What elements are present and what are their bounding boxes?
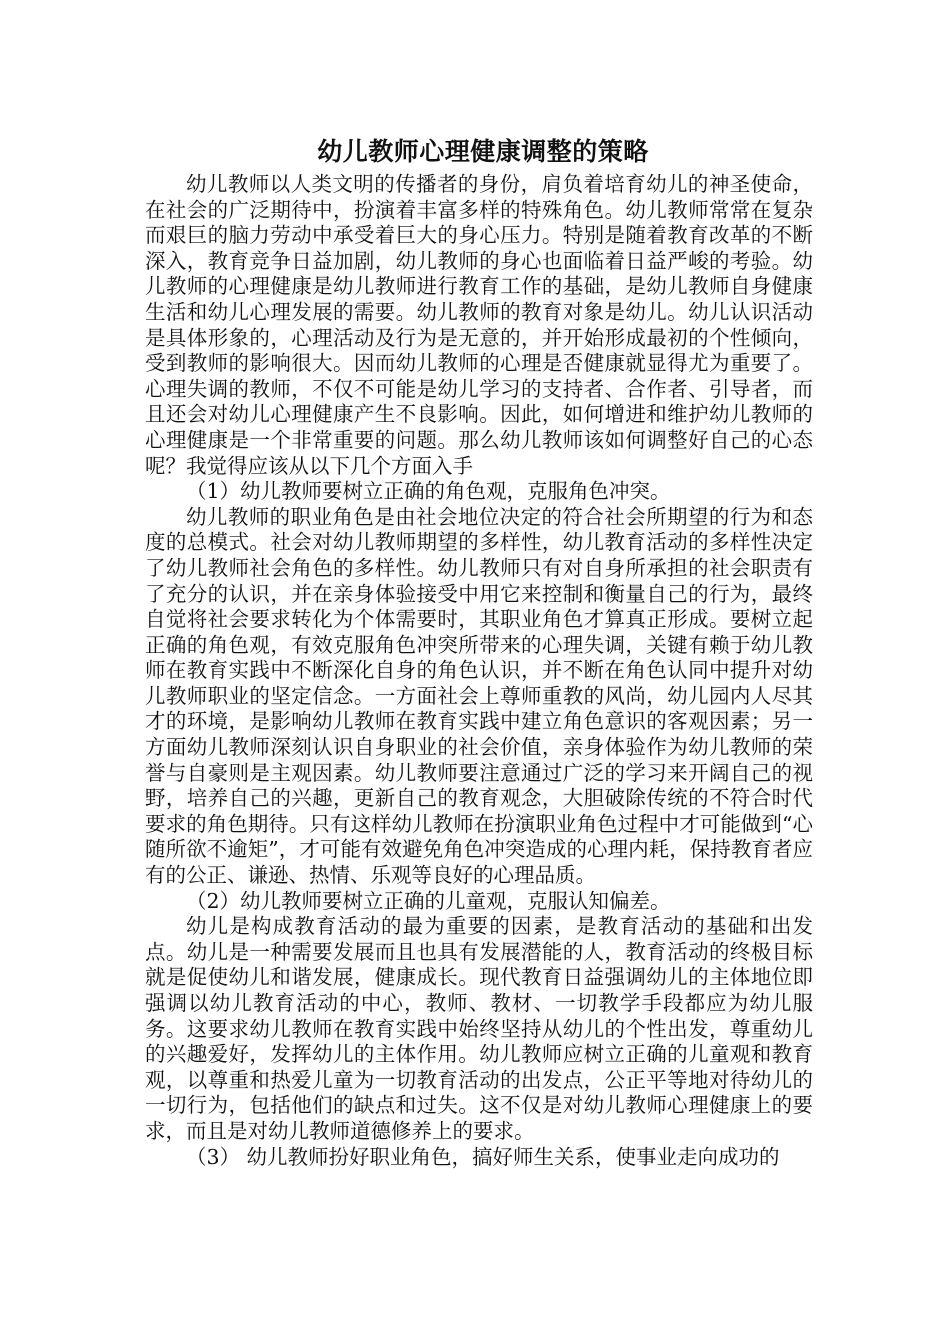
section-heading-1: （1）幼儿教师要树立正确的角色观，克服角色冲突。 — [186, 479, 671, 504]
section-heading-3: （3） 幼儿教师扮好职业角色，搞好师生关系，使事业走向成功的 — [186, 1144, 780, 1169]
document-page — [145, 132, 813, 1170]
section-heading-2: （2）幼儿教师要树立正确的儿童观，克服认知偏差。 — [186, 888, 671, 913]
section-paragraph-1: 幼儿教师的职业角色是由社会地位决定的符合社会所期望的行为和态度的总模式。社会对幼儿教师期望的多样性，幼儿教育活动的多样性决定了幼儿教师社会角色的多样性。幼儿教师只有对自身所承担的社会职责有了充分的认识，并在亲身体验接受中用它来控制和衡量自己的行为，最终自觉将社会要求转化为个体需要时，其职业角色才算真正形成。要树立起正确的角色观，有效克服角色冲突所带来的心理失调，关键有赖于幼儿教师在教育实践中不断深化自身的角色认识，并不断在角色认同中提升对幼儿教师职业的坚定信念。一方面社会上尊师重教的风尚，幼儿园内人尽其才的环境，是影响幼儿教师在教育实践中建立角色意识的客观因素；另一方面幼儿教师深刻认识自身职业的社会价值，亲身体验作为幼儿教师的荣誉与自豪则是主观因素。幼儿教师要注意通过广泛的学习来开阔自己的视野，培养自己的兴趣，更新自己的教育观念，大胆破除传统的不符合时代要求的角色期待。只有这样幼儿教师在扮演职业角色过程中才可能做到“心随所欲不逾矩”，才可能有效避免角色冲突造成的心理内耗，保持教育者应有的公正、谦逊、热情、乐观等良好的心理品质。 — [145, 504, 813, 888]
section-paragraph-2: 幼儿是构成教育活动的最为重要的因素，是教育活动的基础和出发点。幼儿是一种需要发展而且也具有发展潜能的人，教育活动的终极目标就是促使幼儿和谐发展，健康成长。现代教育日益强调幼儿的主体地位即强调以幼儿教育活动的中心，教师、教材、一切教学手段都应为幼儿服务。这要求幼儿教师在教育实践中始终坚持从幼儿的个性出发，尊重幼儿的兴趣爱好，发挥幼儿的主体作用。幼儿教师应树立正确的儿童观和教育观，以尊重和热爱儿童为一切教育活动的出发点，公正平等地对待幼儿的一切行为，包括他们的缺点和过失。这不仅是对幼儿教师心理健康上的要求，而且是对幼儿教师道德修养上的要求。 — [145, 914, 813, 1143]
intro-paragraph: 幼儿教师以人类文明的传播者的身份，肩负着培育幼儿的神圣使命，在社会的广泛期待中，扮演着丰富多样的特殊角色。幼儿教师常常在复杂而艰巨的脑力劳动中承受着巨大的身心压力。特别是随着教育改革的不断深入，教育竞争日益加剧，幼儿教师的身心也面临着日益严峻的考验。幼儿教师的心理健康是幼儿教师进行教育工作的基础，是幼儿教师自身健康生活和幼儿心理发展的需要。幼儿教师的教育对象是幼儿。幼儿认识活动是具体形象的，心理活动及行为是无意的，并开始形成最初的个性倾向，受到教师的影响很大。因而幼儿教师的心理是否健康就显得尤为重要了。心理失调的教师，不仅不可能是幼儿学习的支持者、合作者、引导者，而且还会对幼儿心理健康产生不良影响。因此，如何增进和维护幼儿教师的心理健康是一个非常重要的问题。那么幼儿教师该如何调整好自己的心态呢？我觉得应该从以下几个方面入手 — [145, 172, 813, 478]
document-title: 幼儿教师心理健康调整的策略 — [317, 137, 649, 166]
